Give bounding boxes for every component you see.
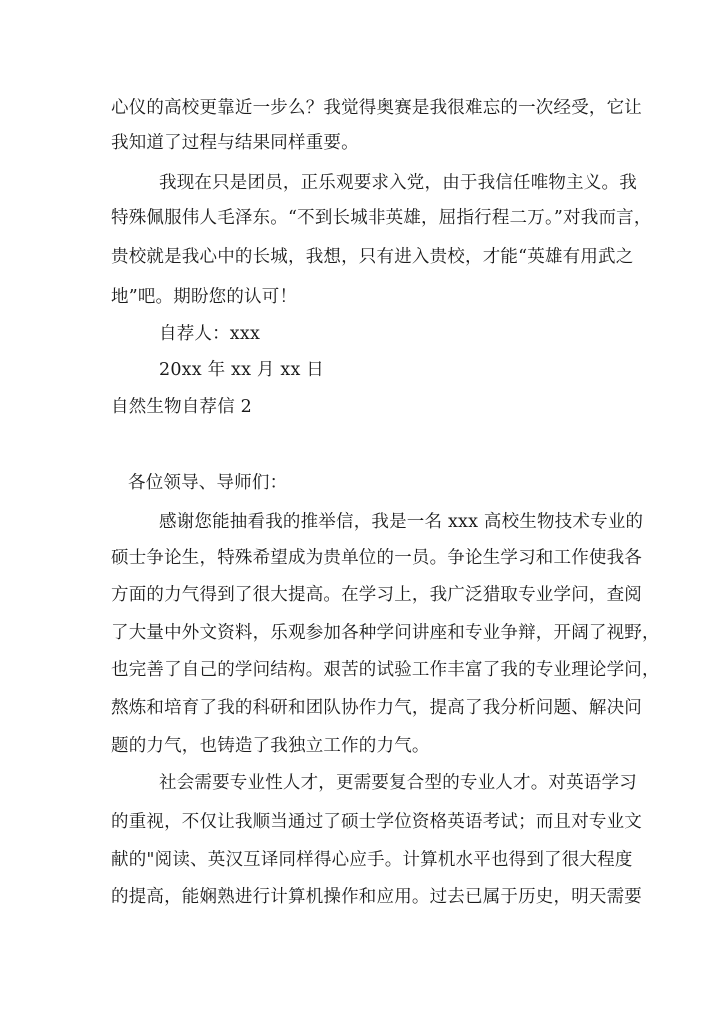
paragraph-line: 的提高，能娴熟进行计算机操作和应用。过去已属于历史，明天需要 <box>111 887 642 907</box>
paragraph-line: 我现在只是团员，正乐观要求入党，由于我信任唯物主义。我 <box>159 173 637 193</box>
salutation: 各位领导、导师们： <box>128 473 288 493</box>
paragraph-line: 方面的力气得到了很大提高。在学习上，我广泛猎取专业学问，查阅 <box>111 585 642 605</box>
paragraph-line: 献的"阅读、英汉互译同样得心应手。计算机水平也得到了很大程度 <box>111 850 633 870</box>
paragraph-line: 地”吧。期盼您的认可！ <box>111 287 298 307</box>
section-title: 自然生物自荐信 2 <box>111 397 252 417</box>
date: 20xx 年 xx 月 xx 日 <box>159 360 324 380</box>
paragraph-line: 社会需要专业性人才，更需要复合型的专业人才。对英语学习 <box>159 773 637 793</box>
paragraph-line: 的重视，不仅让我顺当通过了硕士学位资格英语考试；而且对专业文 <box>111 812 642 832</box>
paragraph-line: 贵校就是我心中的长城，我想，只有进入贵校，才能“英雄有用武之 <box>111 247 634 267</box>
paragraph-line: 心仪的高校更靠近一步么？我觉得奥赛是我很难忘的一次经受，它让 <box>111 98 642 118</box>
paragraph-line: 感谢您能抽看我的推举信，我是一名 xxx 高校生物技术专业的 <box>159 512 644 532</box>
paragraph-line: 我知道了过程与结果同样重要。 <box>111 133 359 153</box>
paragraph-line: 也完善了自己的学问结构。艰苦的试验工作丰富了我的专业理论学问， <box>111 660 660 680</box>
paragraph-line: 题的力气，也铸造了我独立工作的力气。 <box>111 736 430 756</box>
signature: 自荐人：xxx <box>159 324 261 344</box>
paragraph-line: 特殊佩服伟人毛泽东。“不到长城非英雄，屈指行程二万。”对我而言， <box>111 208 652 228</box>
paragraph-line: 了大量中外文资料，乐观参加各种学问讲座和专业争辩，开阔了视野， <box>111 623 660 643</box>
paragraph-line: 熬炼和培育了我的科研和团队协作力气，提高了我分析问题、解决问 <box>111 698 642 718</box>
paragraph-line: 硕士争论生，特殊希望成为贵单位的一员。争论生学习和工作使我各 <box>111 548 642 568</box>
